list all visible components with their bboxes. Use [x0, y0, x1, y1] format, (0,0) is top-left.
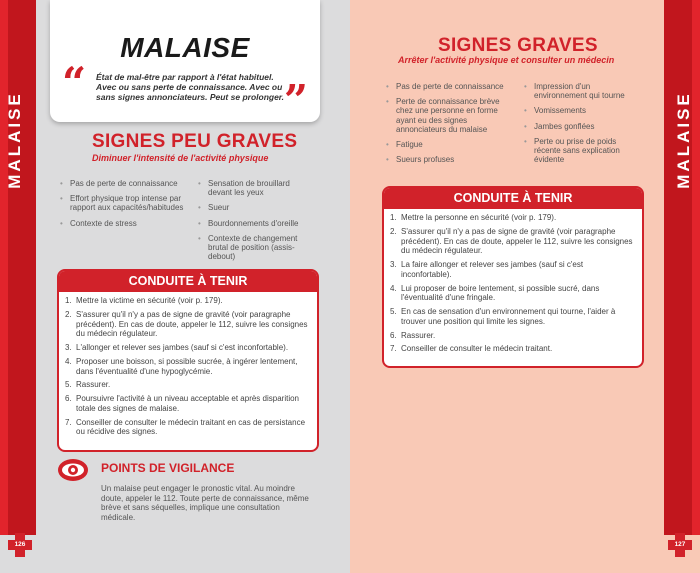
conduite-box-right — [382, 186, 644, 368]
page-title: MALAISE — [120, 32, 250, 63]
side-tab-label-right: MALAISE — [674, 91, 693, 189]
list-item: • Bourdonnements d'oreille — [198, 219, 316, 228]
quote-close-icon: ” — [283, 76, 308, 125]
list-item: 5. Rassurer. — [65, 380, 111, 390]
list-item: • Pas de perte de connaissance — [60, 179, 195, 188]
list-item: 2. S'assurer qu'il n'y a pas de signe de gravité (voir paragraphe précédent). En cas de doute, appeler le 112, suivre les consignes du médecin régulateur. — [65, 309, 308, 339]
list-item: • Sensation de brouillard devant les yeux — [198, 179, 316, 197]
list-item: • Sueurs profuses — [386, 155, 511, 164]
page-number-right: 127 — [674, 541, 686, 548]
peu-graves-list-2 — [198, 179, 316, 267]
list-item: 3. La faire allonger et relever ses jambes (sauf si c'est inconfortable). — [390, 260, 584, 279]
list-item: • Perte de connaissance brève chez une personne en forme ayant eu des signes annonciateurs du malaise — [386, 97, 511, 134]
list-item: 4. Lui proposer de boire lentement, si possible sucré, dans l'éventualité d'une fringale. — [390, 283, 600, 303]
title-card — [50, 0, 320, 125]
list-item: • Vomissements — [524, 106, 642, 115]
peu-graves-title: SIGNES PEU GRAVES — [92, 131, 298, 152]
list-item: 3. L'allonger et relever ses jambes (sauf si c'est inconfortable). — [65, 343, 289, 352]
vigilance-title: POINTS DE VIGILANCE — [101, 461, 235, 475]
vigilance-text: Un malaise peut engager le pronostic vital. Au moindre doute, appeler le 112. Toute perte de connaissance, même brève et sans séquelles, implique une consultation médicale. — [101, 484, 309, 522]
graves-list-1 — [386, 82, 511, 170]
list-item: 1. Mettre la personne en sécurité (voir p. 179). — [390, 213, 557, 222]
list-item: 1. Mettre la victime en sécurité (voir p. 179). — [65, 296, 223, 305]
list-item: 5. En cas de sensation d'un environnement qui tourne, l'aider à trouver une position qui limite les signes. — [390, 307, 616, 326]
page-number-left: 126 — [14, 541, 26, 548]
list-item: • Effort physique trop intense par rapport aux capacités/habitudes — [60, 194, 195, 212]
list-item: • Fatigue — [386, 140, 511, 149]
definition-text: État de mal-être par rapport à l'état habituel. Avec ou sans perte de connaissance. Avec ou sans signes annonciateurs. Peut se prolonger. — [96, 72, 285, 103]
list-item: 4. Proposer une boisson, si possible sucrée, à ingérer lentement, dans l'éventualité d'une hypoglycémie. — [65, 356, 298, 376]
conduite-steps-left — [59, 292, 317, 437]
list-item: 6. Rassurer. — [390, 330, 436, 340]
list-item: 7. Conseiller de consulter le médecin traitant. — [390, 344, 553, 354]
side-tab-label-left: MALAISE — [5, 91, 24, 189]
eye-icon — [57, 458, 89, 482]
conduite-title-left: CONDUITE À TENIR — [59, 271, 317, 292]
graves-subtitle: Arrêter l'activité physique et consulter un médecin — [398, 55, 615, 65]
conduite-steps-right — [384, 209, 642, 354]
list-item: • Sueur — [198, 203, 316, 212]
list-item: 7. Conseiller de consulter le médecin traitant en cas de persistance ou récidive des signes. — [65, 417, 306, 437]
conduite-title-right: CONDUITE À TENIR — [384, 188, 642, 209]
list-item: • Jambes gonflées — [524, 122, 642, 131]
list-item: 2. S'assurer qu'il n'y a pas de signe de gravité (voir paragraphe précédent). En cas de doute, appeler le 112, suivre les consignes du médecin régulateur. — [390, 226, 633, 256]
graves-list-2 — [524, 82, 642, 170]
peu-graves-list-1 — [60, 179, 195, 234]
graves-title: SIGNES GRAVES — [438, 35, 598, 56]
peu-graves-subtitle: Diminuer l'intensité de l'activité physique — [92, 153, 269, 163]
quote-open-icon: “ — [62, 58, 87, 107]
list-item: • Impression d'un environnement qui tourne — [524, 82, 642, 100]
list-item: • Contexte de changement brutal de position (assis-debout) — [198, 234, 316, 262]
conduite-box-left — [57, 269, 319, 452]
list-item: 6. Poursuivre l'activité à un niveau acceptable et après disparition totale des signes de malaise. — [65, 394, 299, 413]
list-item: • Pas de perte de connaissance — [386, 82, 511, 91]
list-item: • Contexte de stress — [60, 219, 195, 228]
list-item: • Perte ou prise de poids récente sans explication évidente — [524, 137, 642, 165]
